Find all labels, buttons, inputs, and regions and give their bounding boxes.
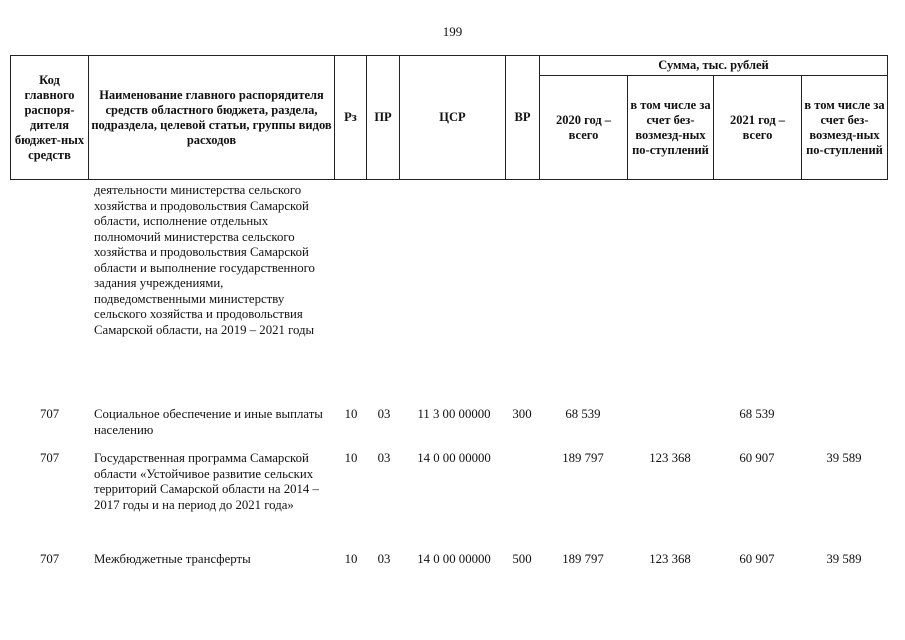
header-name: Наименование главного распорядителя средств областного бюджета, раздела, подраздела, целевой статьи, группы видов расходов	[89, 56, 335, 180]
header-2021-total: 2021 год – всего	[714, 76, 802, 180]
cell-2021-free: 39 589	[826, 552, 862, 566]
header-2021-free: в том числе за счет без-возмезд-ных по-ступлений	[802, 76, 888, 180]
cell-2021-free: 39 589	[826, 451, 862, 465]
cell-name: Государственная программа Самарской области «Устойчивое развитие сельских территорий Самарской области на 2014 – 2017 годы и на период до 2021 года»	[94, 451, 319, 512]
cell-code: 707	[40, 552, 60, 566]
cell-vr: 300	[512, 407, 532, 421]
cell-csr: 14 0 00 00000	[417, 552, 491, 566]
cell-rz: 10	[344, 552, 358, 566]
header-sum-group: Сумма, тыс. рублей	[540, 56, 888, 76]
cell-code: 707	[40, 451, 60, 465]
cell-vr: 500	[512, 552, 532, 566]
cell-2020-free: 123 368	[649, 552, 691, 566]
header-code: Код главного распоря-дителя бюджет-ных средств	[11, 56, 89, 180]
cell-pr: 03	[377, 451, 391, 465]
table-header	[10, 55, 888, 180]
cell-2020-total: 189 797	[562, 552, 604, 566]
cell-2020-free: 123 368	[649, 451, 691, 465]
header-pr: ПР	[367, 56, 400, 180]
header-2020-total: 2020 год – всего	[540, 76, 628, 180]
cell-2021-total: 60 907	[739, 451, 775, 465]
table-body	[0, 183, 905, 572]
header-2020-free: в том числе за счет без-возмезд-ных по-ступлений	[628, 76, 714, 180]
cell-rz: 10	[344, 451, 358, 465]
cell-csr: 11 3 00 00000	[417, 407, 491, 421]
cell-name: Межбюджетные трансферты	[94, 552, 251, 566]
cell-2021-total: 68 539	[739, 407, 775, 421]
cell-2020-total: 68 539	[565, 407, 601, 421]
cell-2021-total: 60 907	[739, 552, 775, 566]
header-rz: Рз	[335, 56, 367, 180]
cell-code: 707	[40, 407, 60, 421]
header-csr: ЦСР	[400, 56, 506, 180]
header-vr: ВР	[506, 56, 540, 180]
continuation-text: деятельности министерства сельского хозяйства и продовольствия Самарской области, исполнение отдельных полномочий министерства сельского хозяйства и продовольствия Самарской области и выполнение государственного задания учреждениями, подведомственными министерству сельского хозяйства и продовольствия Самарской области, на 2019 – 2021 годы	[94, 183, 315, 337]
table-row	[0, 552, 905, 572]
cell-name: Социальное обеспечение и иные выплаты населению	[94, 407, 323, 437]
cell-csr: 14 0 00 00000	[417, 451, 491, 465]
continuation-row	[0, 183, 905, 407]
cell-rz: 10	[344, 407, 358, 421]
cell-2020-total: 189 797	[562, 451, 604, 465]
cell-pr: 03	[377, 552, 391, 566]
cell-pr: 03	[377, 407, 391, 421]
table-row	[0, 451, 905, 552]
table-row	[0, 407, 905, 451]
page-number: 199	[442, 24, 463, 39]
